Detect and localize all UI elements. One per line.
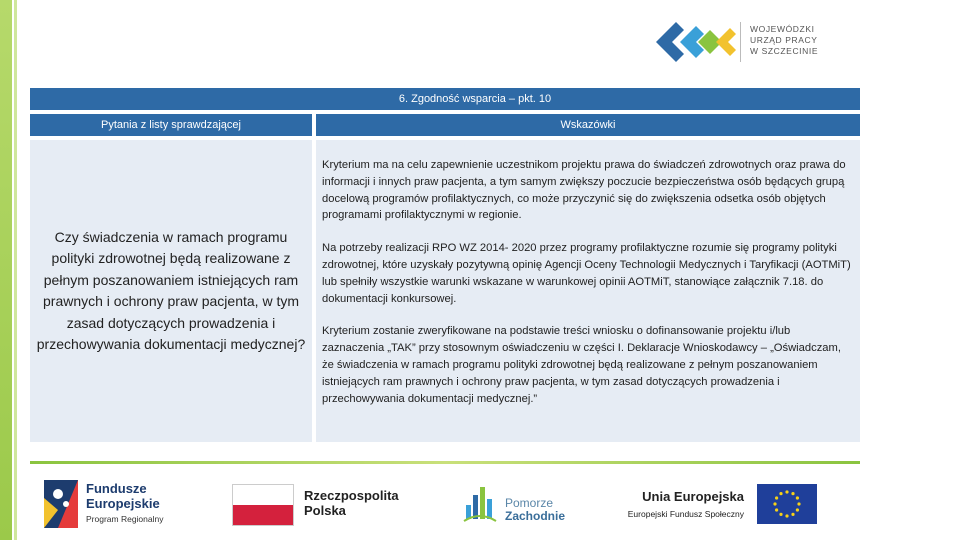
fundusze-europejskie-label — [86, 482, 163, 525]
left-accent-stripe-thin — [14, 0, 17, 540]
rzeczpospolita-polska-label — [304, 488, 399, 518]
footer-divider — [30, 461, 860, 464]
polish-flag-icon — [232, 484, 294, 526]
wup-name-line-2: URZĄD PRACY — [750, 35, 818, 45]
rp-line-1: Rzeczpospolita — [304, 488, 399, 503]
wup-name-line-1: WOJEWÓDZKI — [750, 24, 815, 34]
rp-line-2: Polska — [304, 503, 346, 518]
hints-cell — [316, 140, 860, 442]
pz-line-2: Zachodnie — [505, 509, 566, 523]
hint-paragraph-2: Na potrzeby realizacji RPO WZ 2014- 2020 przez programy profilaktyczne rozumie się programy polityki zdrowotnej, które uzyskały pozytywną opinię Agencji Oceny Technologii Medycznych i Taryfikacji (AOTMiT) lub spełniły wszystkie warunki wskazane w warunkowej opinii AOTMiT, stanowiące załącznik 7.18. do dokumentacji konkursowej. — [322, 242, 851, 305]
hint-paragraph-3: Kryterium zostanie zweryfikowane na podstawie treści wniosku o dofinansowanie projektu i/lub zaznaczenia „TAK” przy stosownym oświadczeniu w części I. Deklaracje Wnioskodawcy – „Oświadczam, że świadczenia w ramach programu polityki zdrowotnej będą realizowane z pełnym poszanowaniem istniejących ram prawnych i ochrony praw pacjenta, w tym zasad dotyczących prowadzenia i przechowywania dokumentacji medycznej.” — [322, 325, 841, 405]
eu-flag-icon — [757, 484, 817, 524]
fe-line-3: Program Regionalny — [86, 514, 164, 524]
question-text: Czy świadczenia w ramach programu polityki zdrowotnej będą realizowane z pełnym poszanowaniem istniejących ram prawnych i ochrony praw pacjenta, w tym zasad dotyczących prowadzenia i przechowywania dokumentacji medycznej? — [36, 228, 306, 352]
logo-separator — [740, 22, 741, 62]
ue-line-1: Unia Europejska — [642, 489, 744, 504]
fe-line-1: Fundusze — [86, 481, 147, 496]
fundusze-europejskie-logo-icon — [44, 480, 78, 528]
pomorze-zachodnie-logo-icon — [462, 481, 498, 525]
wup-name-line-3: W SZCZECINIE — [750, 46, 819, 56]
unia-europejska-label — [614, 489, 744, 520]
table-title — [30, 88, 860, 110]
ue-line-2: Europejski Fundusz Społeczny — [627, 509, 744, 519]
fe-line-2: Europejskie — [86, 496, 160, 511]
table-title-text: 6. Zgodność wsparcia – pkt. 10 — [398, 93, 552, 105]
column-header-hints: Wskazówki — [316, 114, 860, 136]
hint-paragraph-1: Kryterium ma na celu zapewnienie uczestnikom projektu prawa do świadczeń zdrowotnych oraz prawa do informacji i innych praw pacjenta, a tym samym zwiększy poczucie bezpieczeństwa osób będących grupą docelową programów profilaktycznych, co może przyczynić się do zwiększenia odsetka osób objętych programami profilaktycznymi w regionie. — [322, 159, 846, 222]
pomorze-zachodnie-label — [505, 497, 565, 523]
left-accent-stripe — [0, 0, 12, 540]
column-header-questions: Pytania z listy sprawdzającej — [30, 114, 312, 136]
wup-name — [750, 24, 840, 57]
pz-line-1: Pomorze — [505, 496, 554, 510]
question-cell — [30, 140, 312, 442]
